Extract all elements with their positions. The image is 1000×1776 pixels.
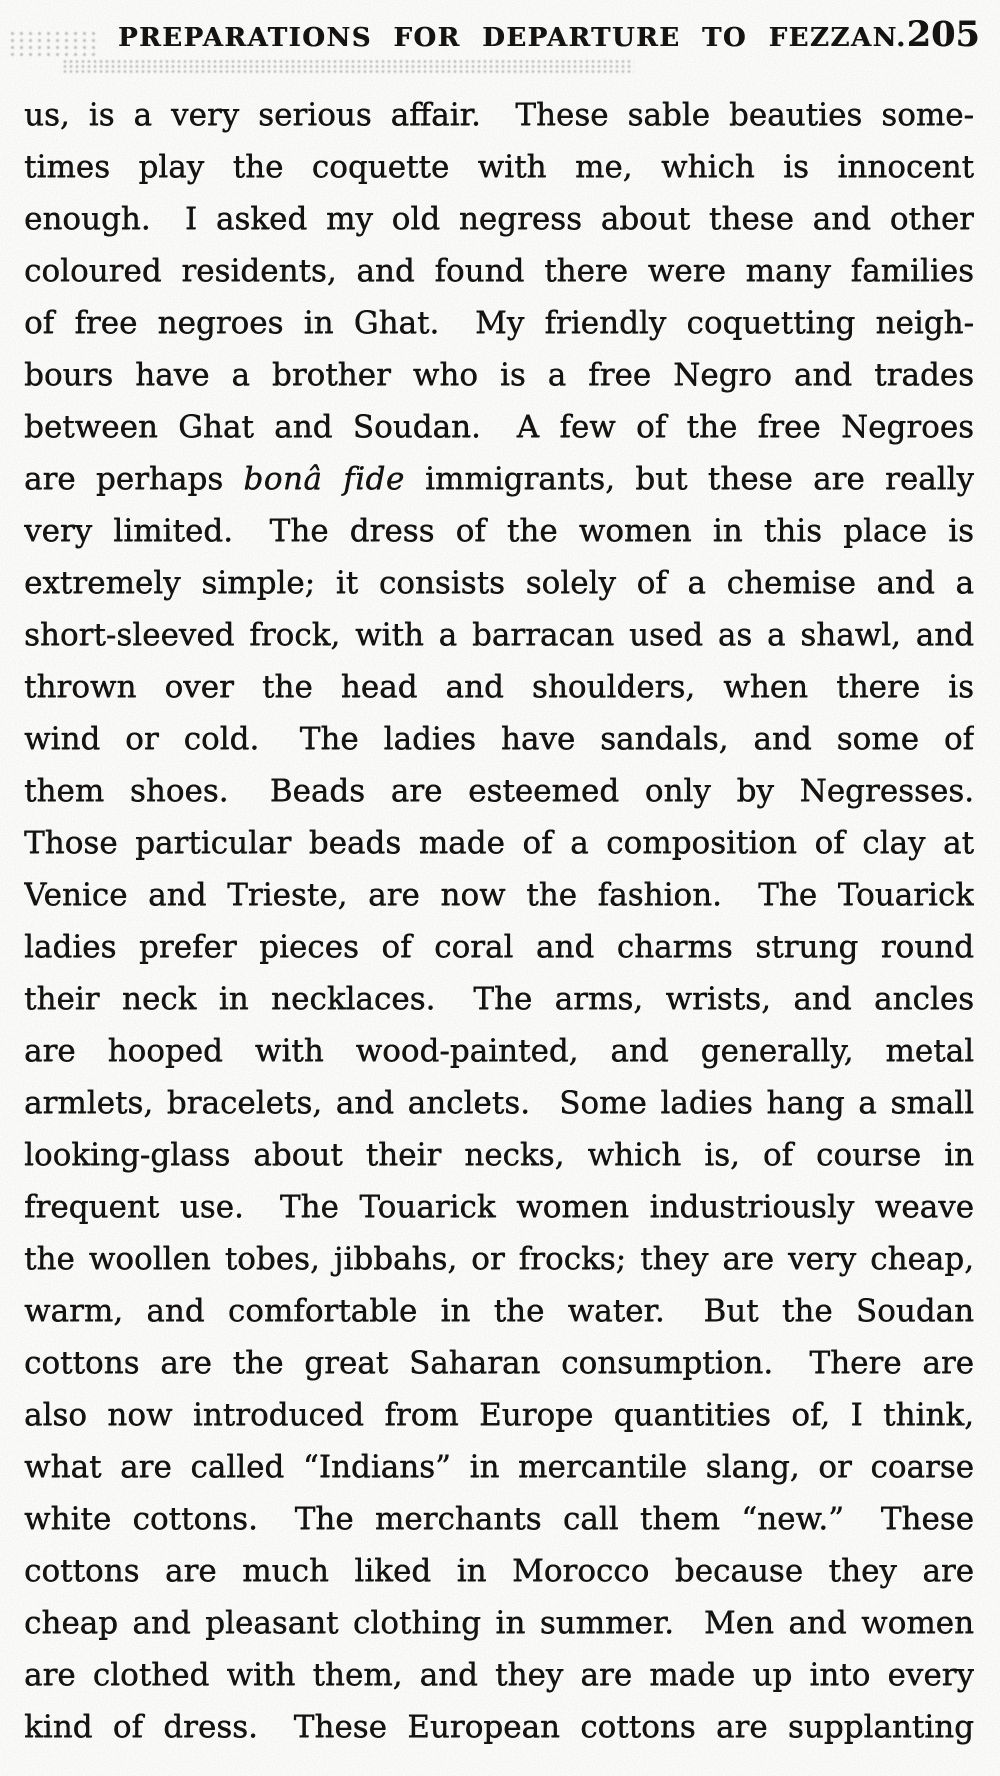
text-line: looking-glass about their necks, which is, of course in <box>24 1137 974 1173</box>
text-line: very limited. The dress of the women in this place is <box>24 513 974 549</box>
scan-artifact <box>8 30 98 58</box>
text-line: ladies prefer pieces of coral and charms strung round <box>24 929 974 965</box>
text-line: of free negroes in Ghat. My friendly coquetting neigh- <box>24 305 974 341</box>
page-title: PREPARATIONS FOR DEPARTURE TO FEZZAN. <box>118 23 907 53</box>
text-line: wind or cold. The ladies have sandals, and some of <box>24 721 974 757</box>
text-line: kind of dress. These European cottons are supplanting <box>24 1709 974 1745</box>
text-line: Those particular beads made of a composition of clay at <box>24 825 974 861</box>
text-line: cheap and pleasant clothing in summer. Men and women <box>24 1605 974 1641</box>
text-line: are clothed with them, and they are made up into every <box>24 1657 974 1693</box>
page-number: 205 <box>906 14 980 55</box>
text-line: us, is a very serious affair. These sable beauties some- <box>24 97 974 133</box>
text-line: extremely simple; it consists solely of a chemise and a <box>24 565 974 601</box>
text-line: enough. I asked my old negress about these and other <box>24 201 974 237</box>
text-line: what are called “Indians” in mercantile slang, or coarse <box>24 1449 974 1485</box>
text-line: also now introduced from Europe quantities of, I think, <box>24 1397 974 1433</box>
text-line: them shoes. Beads are esteemed only by Negresses. <box>24 773 974 809</box>
text-line: are perhaps bonâ fide immigrants, but these are really <box>24 461 974 497</box>
text-line: thrown over the head and shoulders, when there is <box>24 669 974 705</box>
text-line: coloured residents, and found there were many families <box>24 253 974 289</box>
text-line: bours have a brother who is a free Negro and trades <box>24 357 974 393</box>
text-line: cottons are the great Saharan consumption. There are <box>24 1345 974 1381</box>
text-line: the woollen tobes, jibbahs, or frocks; they are very cheap, <box>24 1241 974 1277</box>
text-line: times play the coquette with me, which is innocent <box>24 149 974 185</box>
body-text <box>24 89 974 1753</box>
text-line: armlets, bracelets, and anclets. Some ladies hang a small <box>24 1085 974 1121</box>
text-line: white cottons. The merchants call them “new.” These <box>24 1501 974 1537</box>
text-line: cottons are much liked in Morocco because they are <box>24 1553 974 1589</box>
text-line: their neck in necklaces. The arms, wrists, and ancles <box>24 981 974 1017</box>
scan-artifact <box>62 59 634 74</box>
text-line: are hooped with wood-painted, and generally, metal <box>24 1033 974 1069</box>
running-header <box>118 14 980 55</box>
text-line: warm, and comfortable in the water. But the Soudan <box>24 1293 974 1329</box>
text-line: between Ghat and Soudan. A few of the free Negroes <box>24 409 974 445</box>
text-line: short-sleeved frock, with a barracan used as a shawl, and <box>24 617 974 653</box>
text-line: frequent use. The Touarick women industriously weave <box>24 1189 974 1225</box>
text-line: Venice and Trieste, are now the fashion. The Touarick <box>24 877 974 913</box>
